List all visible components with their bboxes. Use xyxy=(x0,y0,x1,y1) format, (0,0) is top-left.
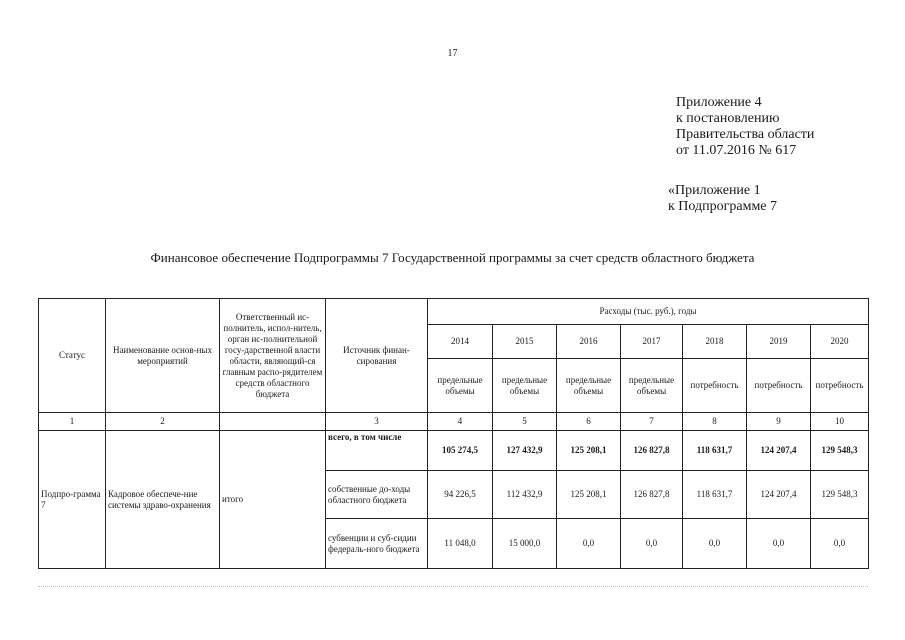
document-title: Финансовое обеспечение Подпрограммы 7 Государственной программы за счет средств областного бюджета xyxy=(150,250,755,265)
header-year-type: предельные объемы xyxy=(621,359,683,413)
annex-sub-line: к Подпрограмме 7 xyxy=(668,199,778,214)
page-number: 17 xyxy=(447,48,458,59)
column-number: 4 xyxy=(428,413,493,431)
value-cell: 126 827,8 xyxy=(621,471,683,519)
column-number: 10 xyxy=(811,413,869,431)
header-year-type: предельные объемы xyxy=(493,359,557,413)
value-cell: 0,0 xyxy=(811,519,869,569)
value-cell: 0,0 xyxy=(557,519,621,569)
header-year-type: потребность xyxy=(747,359,811,413)
header-responsible: Ответственный ис-полнитель, испол-нитель, орган ис-полнительной госу-дарственной власти области, являющий-ся главным распо-рядителем средств областного бюджета xyxy=(220,299,326,413)
header-source: Источник финан-сирования xyxy=(326,299,428,413)
value-cell: 112 432,9 xyxy=(493,471,557,519)
column-number: 1 xyxy=(39,413,106,431)
column-number: 3 xyxy=(326,413,428,431)
annex-line: к постановлению xyxy=(676,111,780,126)
annex-sub-line: «Приложение 1 xyxy=(668,183,761,198)
annex-line: Приложение 4 xyxy=(676,95,762,110)
header-measures: Наименование основ-ных мероприятий xyxy=(106,299,220,413)
value-cell: 125 208,1 xyxy=(557,431,621,471)
column-number xyxy=(220,413,326,431)
header-year-type: потребность xyxy=(683,359,747,413)
header-year-type: предельные объемы xyxy=(428,359,493,413)
column-number: 5 xyxy=(493,413,557,431)
value-cell: 0,0 xyxy=(747,519,811,569)
header-year: 2019 xyxy=(747,325,811,359)
value-cell: 118 631,7 xyxy=(683,471,747,519)
column-number: 7 xyxy=(621,413,683,431)
header-year: 2015 xyxy=(493,325,557,359)
column-number: 9 xyxy=(747,413,811,431)
scan-dotted-line xyxy=(38,586,868,587)
column-number: 2 xyxy=(106,413,220,431)
annex-sub-block xyxy=(668,183,777,215)
annex-line: от 11.07.2016 № 617 xyxy=(676,143,797,158)
source-label: субвенции и суб-сидии федераль-ного бюджета xyxy=(326,519,428,569)
row-status: Подпро-грамма 7 xyxy=(39,431,106,569)
value-cell: 129 548,3 xyxy=(811,431,869,471)
header-expenses: Расходы (тыс. руб.), годы xyxy=(428,299,869,325)
row-responsible: итого xyxy=(220,431,326,569)
financing-table xyxy=(38,298,869,569)
source-label: всего, в том числе xyxy=(326,431,428,471)
value-cell: 129 548,3 xyxy=(811,471,869,519)
header-year: 2017 xyxy=(621,325,683,359)
header-status: Статус xyxy=(39,299,106,413)
value-cell: 125 208,1 xyxy=(557,471,621,519)
row-measure: Кадровое обеспече-ние системы здраво-охранения xyxy=(106,431,220,569)
value-cell: 126 827,8 xyxy=(621,431,683,471)
value-cell: 11 048,0 xyxy=(428,519,493,569)
value-cell: 127 432,9 xyxy=(493,431,557,471)
value-cell: 94 226,5 xyxy=(428,471,493,519)
value-cell: 0,0 xyxy=(621,519,683,569)
source-label: собственные до-ходы областного бюджета xyxy=(326,471,428,519)
column-number: 6 xyxy=(557,413,621,431)
value-cell: 0,0 xyxy=(683,519,747,569)
value-cell: 124 207,4 xyxy=(747,471,811,519)
column-number: 8 xyxy=(683,413,747,431)
value-cell: 105 274,5 xyxy=(428,431,493,471)
header-year-type: потребность xyxy=(811,359,869,413)
header-year: 2014 xyxy=(428,325,493,359)
header-year-type: предельные объемы xyxy=(557,359,621,413)
value-cell: 118 631,7 xyxy=(683,431,747,471)
header-year: 2016 xyxy=(557,325,621,359)
header-year: 2018 xyxy=(683,325,747,359)
value-cell: 124 207,4 xyxy=(747,431,811,471)
header-year: 2020 xyxy=(811,325,869,359)
annex-block xyxy=(676,95,814,159)
annex-line: Правительства области xyxy=(676,127,815,142)
value-cell: 15 000,0 xyxy=(493,519,557,569)
